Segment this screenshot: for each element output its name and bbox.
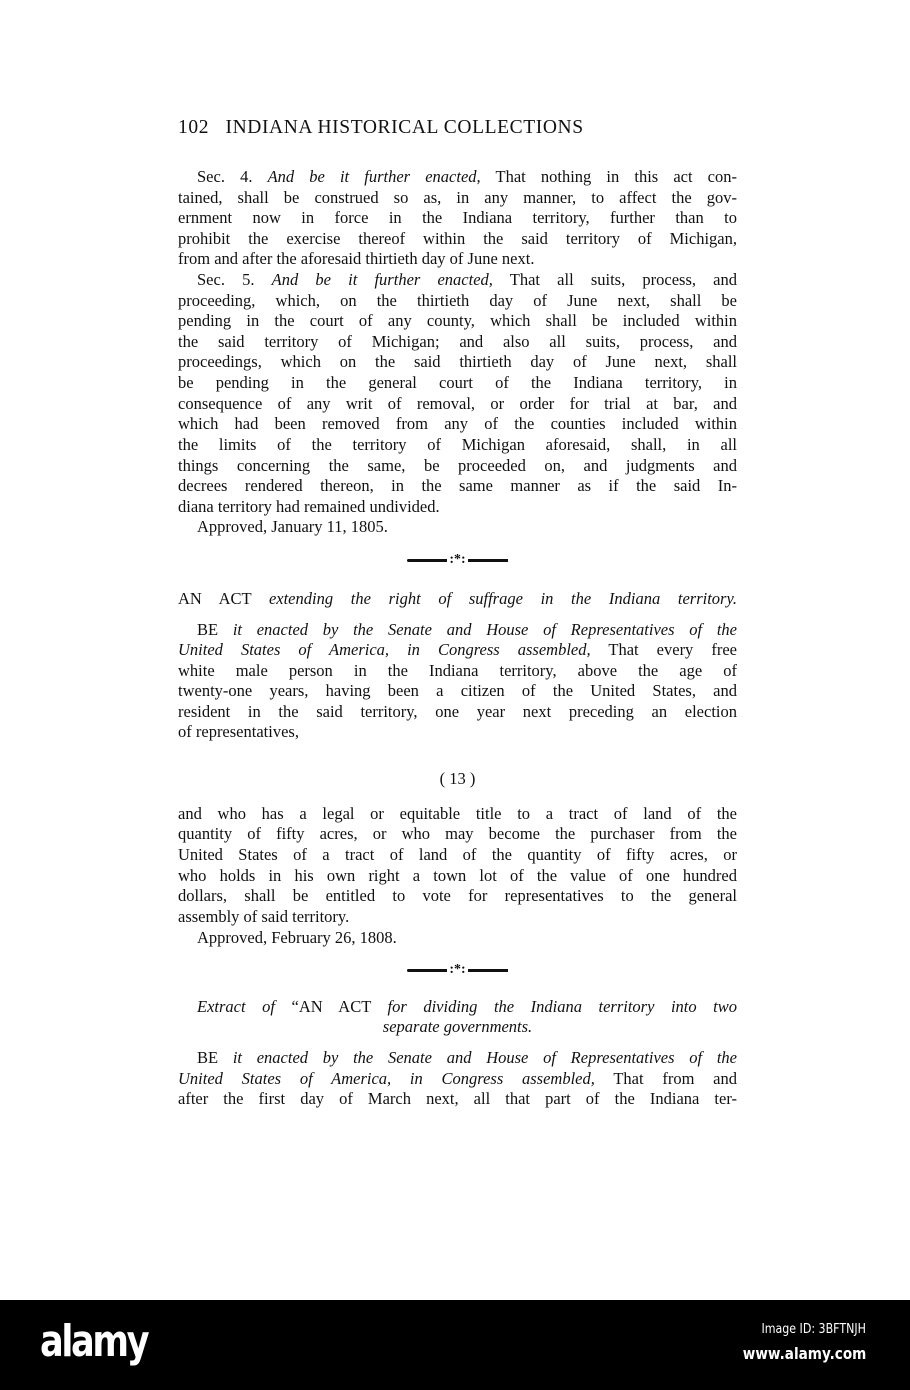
text-line <box>178 332 737 352</box>
ornament-bar <box>407 969 447 972</box>
section-ornament <box>400 962 515 978</box>
text-segment: That from and <box>594 1069 737 1088</box>
text-line <box>178 352 737 372</box>
text-line <box>178 845 737 865</box>
text-line <box>197 517 737 537</box>
italic-text: United States of America, in Congress assembled, <box>178 1069 595 1088</box>
text-line <box>178 497 737 517</box>
text-segment: ernment now in force in the Indiana territory, further than to <box>178 208 737 227</box>
text-line <box>178 456 737 476</box>
text-line <box>178 804 737 824</box>
text-segment: assembly of said territory. <box>178 907 350 926</box>
text-line <box>178 476 737 496</box>
italic-text: Extract of <box>197 997 275 1016</box>
text-segment: tained, shall be construed so as, in any manner, to affect the gov- <box>178 188 737 207</box>
text-line <box>178 188 737 208</box>
text-line <box>178 435 737 455</box>
text-segment: the limits of the territory of Michigan aforesaid, shall, in all <box>178 435 737 454</box>
italic-text: it enacted by the Senate and House of Representatives of the <box>232 620 737 639</box>
italic-text: separate governments. <box>382 1017 533 1036</box>
text-segment: prohibit the exercise thereof within the said territory of Michigan, <box>178 229 737 248</box>
text-line <box>178 866 737 886</box>
image-id: Image ID: 3BFTNJH <box>761 1322 866 1337</box>
text-segment: dollars, shall be entitled to vote for representatives to the general <box>178 886 737 905</box>
website-url: www.alamy.com <box>742 1344 866 1363</box>
text-segment: BE <box>197 1048 233 1067</box>
text-segment: decrees rendered thereon, in the same manner as if the said In- <box>178 476 737 495</box>
text-segment: Sec. 5. <box>197 270 272 289</box>
text-line <box>178 640 737 660</box>
text-segment: United States of a tract of land of the quantity of fifty acres, or <box>178 845 737 864</box>
italic-text: United States of America, in Congress assembled, <box>178 640 591 659</box>
italic-text: And be it further enacted, <box>267 167 481 186</box>
text-segment: twenty-one years, having been a citizen of the United States, and <box>178 681 737 700</box>
text-line <box>197 928 737 948</box>
book-title: INDIANA HISTORICAL COLLECTIONS <box>225 117 584 138</box>
text-segment: That nothing in this act con- <box>480 167 737 186</box>
text-segment: That every free <box>590 640 737 659</box>
text-segment: white male person in the Indiana territory, above the age of <box>178 661 737 680</box>
text-line <box>178 907 737 927</box>
italic-text: extending the right of suffrage in the Indiana territory. <box>268 589 737 608</box>
text-line <box>178 702 737 722</box>
ornament-bar <box>468 969 508 972</box>
text-segment: Approved, February 26, 1808. <box>197 928 397 947</box>
italic-text: And be it further enacted, <box>271 270 493 289</box>
text-segment: ( 13 ) <box>439 769 476 788</box>
alamy-logo: alamy <box>40 1316 148 1367</box>
italic-text: it enacted by the Senate and House of Representatives of the <box>232 1048 737 1067</box>
text-segment: from and after the aforesaid thirtieth day of June next. <box>178 249 535 268</box>
italic-text: for dividing the Indiana territory into two <box>387 997 738 1016</box>
text-segment: resident in the said territory, one year next preceding an election <box>178 702 737 721</box>
text-segment: be pending in the general court of the Indiana territory, in <box>178 373 737 392</box>
text-segment: who holds in his own right a town lot of the value of one hundred <box>178 866 737 885</box>
text-line <box>178 291 737 311</box>
text-segment: quantity of fifty acres, or who may become the purchaser from the <box>178 824 737 843</box>
text-segment: pending in the court of any county, which shall be included within <box>178 311 737 330</box>
text-segment: diana territory had remained undivided. <box>178 497 440 516</box>
text-line <box>178 414 737 434</box>
text-line <box>178 722 737 742</box>
text-line <box>197 620 737 640</box>
text-line <box>178 208 737 228</box>
text-segment: proceedings, which on the said thirtieth day of June next, shall <box>178 352 737 371</box>
watermark-bar <box>0 1300 910 1390</box>
text-line <box>178 229 737 249</box>
text-segment: Approved, January 11, 1805. <box>197 517 388 536</box>
text-segment: “AN ACT <box>274 997 388 1016</box>
text-segment: BE <box>197 620 233 639</box>
text-line <box>178 249 737 269</box>
text-line <box>178 589 737 609</box>
text-line <box>178 661 737 681</box>
text-segment: consequence of any writ of removal, or order for trial at bar, and <box>178 394 737 413</box>
text-segment: and who has a legal or equitable title to a tract of land of the <box>178 804 737 823</box>
text-line <box>178 394 737 414</box>
text-segment: which had been removed from any of the counties included within <box>178 414 737 433</box>
text-segment: things concerning the same, be proceeded on, and judgments and <box>178 456 737 475</box>
ornament-bar <box>468 559 508 562</box>
text-line <box>197 167 737 187</box>
text-segment: of representatives, <box>178 722 299 741</box>
text-line <box>178 1017 737 1037</box>
text-line <box>178 311 737 331</box>
text-segment: proceeding, which, on the thirtieth day of June next, shall be <box>178 291 737 310</box>
text-line <box>178 1089 737 1109</box>
text-line <box>178 824 737 844</box>
text-line <box>178 681 737 701</box>
page-number: 102 <box>178 117 210 138</box>
text-line <box>197 1048 737 1068</box>
text-segment: after the first day of March next, all that part of the Indiana ter- <box>178 1089 737 1108</box>
text-segment: AN ACT <box>178 589 269 608</box>
text-line <box>178 373 737 393</box>
text-line <box>178 886 737 906</box>
text-line <box>197 270 737 290</box>
ornament-star: :*: <box>449 962 466 977</box>
text-segment: That all suits, process, and <box>492 270 737 289</box>
text-line <box>197 997 737 1017</box>
text-line <box>178 1069 737 1089</box>
ornament-bar <box>407 559 447 562</box>
running-header <box>178 117 584 139</box>
page-marker <box>178 769 737 789</box>
ornament-star: :*: <box>449 552 466 567</box>
text-segment: the said territory of Michigan; and also all suits, process, and <box>178 332 737 351</box>
section-ornament <box>400 552 515 568</box>
text-segment: Sec. 4. <box>197 167 268 186</box>
